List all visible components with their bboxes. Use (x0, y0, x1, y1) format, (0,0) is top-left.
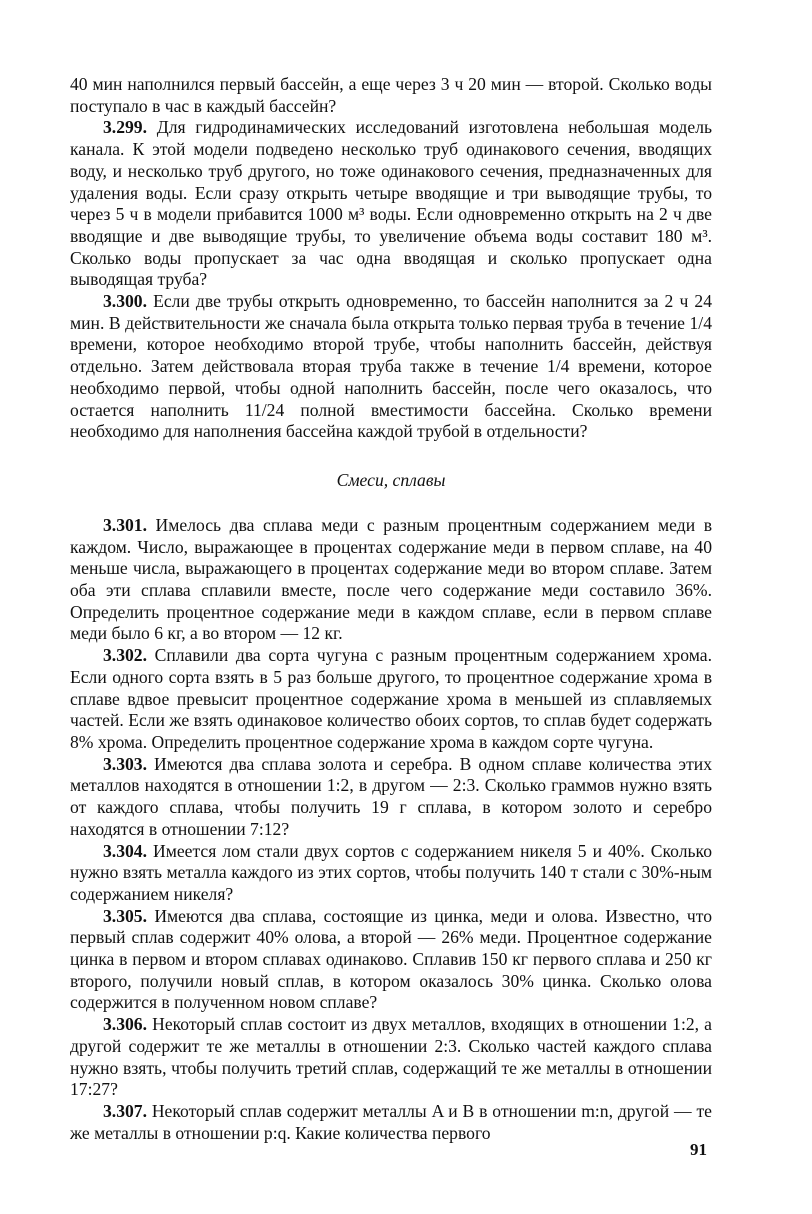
problem-text: Имеются два сплава, состоящие из цинка, меди и олова. Известно, что первый сплав содержит 40% олова, а второй — 26% меди. Процентное содержание цинка в первом и втором сплавах одинаково. Сплавив 150 кг первого сплава и 250 кг второго, получили новый сплав, в котором оказалось 30% цинка. Сколько олова содержится в полученном новом сплаве? (70, 905, 712, 1013)
problem-text: Имеется лом стали двух сортов с содержанием никеля 5 и 40%. Сколько нужно взять металла каждого из этих сортов, чтобы получить 140 т стали с 30%-ным содержанием никеля? (70, 840, 712, 904)
problem-number: 3.304. (103, 840, 147, 861)
section-heading: Смеси, сплавы (336, 469, 446, 490)
problem-paragraph (70, 1101, 712, 1144)
problem-paragraph (70, 74, 712, 117)
problem-number: 3.299. (103, 117, 147, 138)
page-number: 91 (690, 1140, 707, 1159)
problems-alloys (70, 515, 712, 1144)
problem-paragraph (70, 1014, 712, 1101)
problem-number: 3.305. (103, 905, 147, 926)
problem-number: 3.300. (103, 291, 147, 312)
problem-paragraph (70, 841, 712, 906)
problem-number: 3.301. (103, 514, 147, 535)
problem-paragraph (70, 754, 712, 841)
problem-paragraph (70, 291, 712, 443)
problems-pipes (70, 74, 712, 443)
problem-text: Некоторый сплав состоит из двух металлов, входящих в отношении 1:2, а другой содержит те же металлы в отношении 2:3. Сколько частей каждого сплава нужно взять, чтобы получить третий сплав, содержащий те же металлы в отношении 17:27? (70, 1014, 712, 1100)
problem-paragraph (70, 906, 712, 1015)
problem-text: Имелось два сплава меди с разным процентным содержанием меди в каждом. Число, выражающее в процентах содержание меди в первом сплаве, на 40 меньше числа, выражающего в процентах содержание меди во втором сплаве. Затем оба эти сплава сплавили вместе, после чего содержание меди составило 36%. Определить процентное содержание меди в каждом сплаве, если в первом сплаве меди было 6 кг, а во втором — 12 кг. (70, 514, 712, 644)
problem-paragraph (70, 117, 712, 291)
problem-number: 3.303. (103, 753, 147, 774)
problem-paragraph (70, 645, 712, 754)
problem-text: Для гидродинамических исследований изготовлена небольшая модель канала. К этой модели подведено несколько труб одинакового сечения, вводящих воду, и несколько труб другого, но тоже одинакового сечения, предназначенных для удаления воды. Если сразу открыть четыре вводящие и три выводящие трубы, то через 5 ч в модели прибавится 1000 м³ воды. Если одновременно открыть на 2 ч две вводящие и две выводящие трубы, то увеличение объема воды составит 180 м³. Сколько воды пропускает за час одна вводящая и сколько пропускает одна выводящая труба? (70, 117, 712, 290)
problem-number: 3.306. (103, 1014, 147, 1035)
problem-number: 3.302. (103, 645, 147, 666)
problem-text: Если две трубы открыть одновременно, то бассейн наполнится за 2 ч 24 мин. В действительности же сначала была открыта только первая труба в течение 1/4 времени, которое необходимо второй трубе, чтобы наполнить бассейн, действуя отдельно. Затем действовала вторая труба также в течение 1/4 времени, которое необходимо первой, чтобы одной наполнить бассейн, после чего оказалось, что остается наполнить 11/24 полной вместимости бассейна. Сколько времени необходимо для наполнения бассейна каждой трубой в отдельности? (70, 291, 712, 442)
problem-number: 3.307. (103, 1100, 147, 1121)
problem-paragraph (70, 515, 712, 645)
problem-text: Имеются два сплава золота и серебра. В одном сплаве количества этих металлов находятся в отношении 1:2, в другом — 2:3. Сколько граммов нужно взять от каждого сплава, чтобы получить 19 г сплава, в котором золото и серебро находятся в отношении 7:12? (70, 753, 712, 839)
problem-text: 40 мин наполнился первый бассейн, а еще через 3 ч 20 мин — второй. Сколько воды поступало в час в каждый бассейн? (70, 74, 712, 116)
problem-text: Сплавили два сорта чугуна с разным процентным содержанием хрома. Если одного сорта взять в 5 раз больше другого, то процентное содержание хрома в сплаве вдвое превысит процентное содержание хрома в меньшей из сплавляемых частей. Если же взять одинаковое количество обоих сортов, то сплав будет содержать 8% хрома. Определить процентное содержание хрома в каждом сорте чугуна. (70, 645, 712, 752)
problem-text: Некоторый сплав содержит металлы A и B в отношении m:n, другой — те же металлы в отношении p:q. Какие количества первого (70, 1100, 712, 1143)
